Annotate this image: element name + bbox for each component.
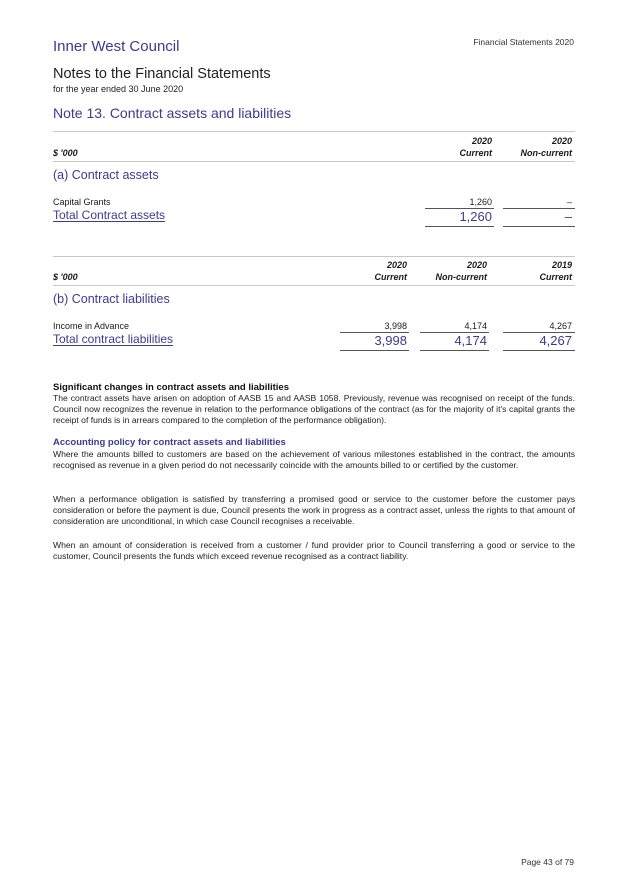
col-header-type: Current (374, 272, 407, 282)
cell-value: 1,260 (469, 197, 492, 207)
total-label: Total Contract assets (53, 208, 166, 222)
cell-value: 4,267 (549, 321, 572, 331)
note-heading: Note 13. Contract assets and liabilities (53, 105, 292, 121)
total-rule (425, 226, 494, 227)
col-header-type: Current (459, 148, 492, 158)
page-number: Page 43 of 79 (521, 857, 574, 867)
total-rule (340, 350, 409, 351)
row-label: Income in Advance (53, 321, 130, 331)
header-bottom-rule (53, 285, 575, 286)
accounting-policy-paragraph: Where the amounts billed to customers are based on the achievement of various milestones established in the contract, the amounts recognised as revenue in a given period do not necessarily coincide with the amounts billed to or certified by the customer. (53, 449, 575, 471)
total-rule (420, 350, 489, 351)
accounting-policy-heading: Accounting policy for contract assets and liabilities (53, 437, 286, 448)
significant-changes-heading: Significant changes in contract assets and liabilities (53, 382, 289, 393)
col-header-year: 2020 (386, 260, 407, 270)
reporting-period: for the year ended 30 June 2020 (53, 84, 184, 94)
total-value: 1,260 (459, 209, 492, 224)
col-header-year: 2020 (551, 136, 572, 146)
section-heading: (a) Contract assets (53, 168, 159, 182)
significant-changes-text: The contract assets have arisen on adoption of AASB 15 and AASB 1058. Previously, revenue was recognised on receipt of the funds. Council now recognizes the revenue in relation to the performance obligations of the contract (as for the majority of it's capital grants the receipt of funds is in arrears compared to the completion of the performance obligation). (53, 393, 575, 426)
document-title: Financial Statements 2020 (473, 37, 574, 47)
col-header-year: 2020 (471, 136, 492, 146)
col-header-year: 2020 (466, 260, 487, 270)
notes-title: Notes to the Financial Statements (53, 66, 271, 82)
cell-value: 3,998 (384, 321, 407, 331)
table-top-rule (53, 256, 575, 257)
cell-value: – (566, 197, 572, 207)
unit-label: $ '000 (53, 148, 78, 158)
total-value: 4,267 (539, 333, 572, 348)
table-top-rule (53, 131, 575, 132)
total-value: – (564, 209, 572, 224)
council-name: Inner West Council (53, 38, 180, 55)
total-rule (503, 226, 575, 227)
header-bottom-rule (53, 161, 575, 162)
unit-label: $ '000 (53, 272, 78, 282)
accounting-policy-paragraph: When an amount of consideration is received from a customer / fund provider prior to Council transferring a good or service to the customer, Council presents the funds which exceed revenue recognised as a contract liability. (53, 540, 575, 562)
row-label: Capital Grants (53, 197, 111, 207)
accounting-policy-paragraph: When a performance obligation is satisfied by transferring a promised good or service to the customer before the customer pays consideration or before the payment is due, Council presents the work in progress as a contract asset, unless the rights to that amount of consideration are unconditional, in which case Council recognises a receivable. (53, 494, 575, 527)
total-label: Total contract liabilities (53, 332, 174, 346)
total-rule (503, 350, 575, 351)
total-value: 4,174 (454, 333, 487, 348)
cell-value: 4,174 (464, 321, 487, 331)
col-header-type: Non-current (520, 148, 572, 158)
col-header-year: 2019 (551, 260, 572, 270)
col-header-type: Non-current (435, 272, 487, 282)
col-header-type: Current (539, 272, 572, 282)
total-value: 3,998 (374, 333, 407, 348)
section-heading: (b) Contract liabilities (53, 292, 170, 306)
